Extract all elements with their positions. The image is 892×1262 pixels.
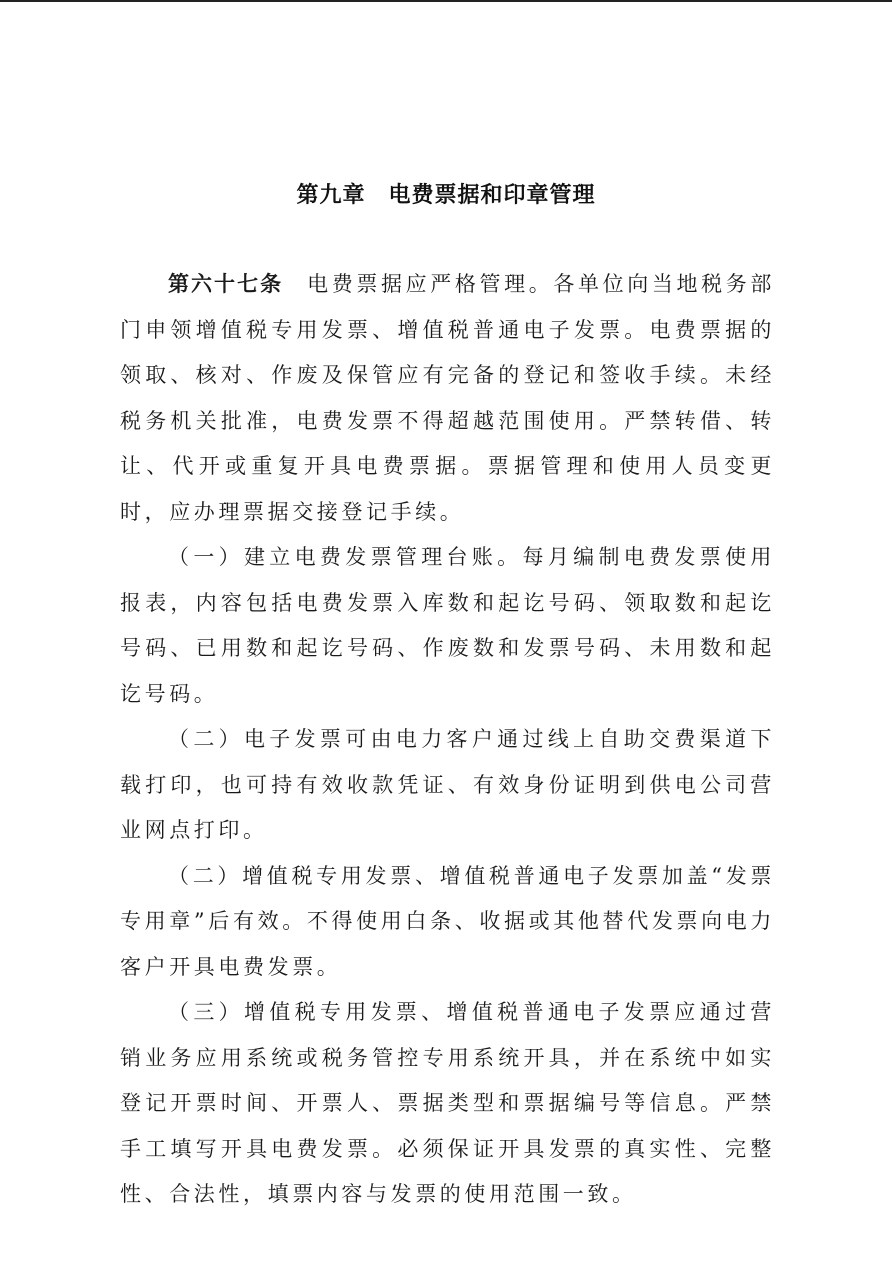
chapter-title: 第九章 电费票据和印章管理 — [296, 183, 596, 208]
article-paragraph — [120, 262, 775, 535]
article-label: 第六十七条 — [168, 272, 284, 296]
clause-paragraph-1: （一）建立电费发票管理台账。每月编制电费发票使用报表，内容包括电费发票入库数和起讫号码、领取数和起讫号码、已用数和起讫号码、作废数和发票号码、未用数和起讫号码。 — [120, 545, 775, 706]
clause-paragraph-4: （三）增值税专用发票、增值税普通电子发票应通过营销业务应用系统或税务管控专用系统开具，并在系统中如实登记开票时间、开票人、票据类型和票据编号等信息。严禁手工填写开具电费发票。必须保证开具发票的真实性、完整性、合法性，填票内容与发票的使用范围一致。 — [120, 1000, 775, 1206]
clause-paragraph-2: （二）电子发票可由电力客户通过线上自助交费渠道下载打印，也可持有效收款凭证、有效身份证明到供电公司营业网点打印。 — [120, 727, 775, 842]
document-body — [120, 262, 775, 1218]
article-text: 电费票据应严格管理。各单位向当地税务部门申领增值税专用发票、增值税普通电子发票。电费票据的领取、核对、作废及保管应有完备的登记和签收手续。未经税务机关批准，电费发票不得超越范围使用。严禁转借、转让、代开或重复开具电费票据。票据管理和使用人员变更时，应办理票据交接登记手续。 — [120, 272, 776, 524]
clause-paragraph-3: （二）增值税专用发票、增值税普通电子发票加盖“发票专用章”后有效。不得使用白条、收据或其他替代发票向电力客户开具电费发票。 — [120, 863, 775, 979]
